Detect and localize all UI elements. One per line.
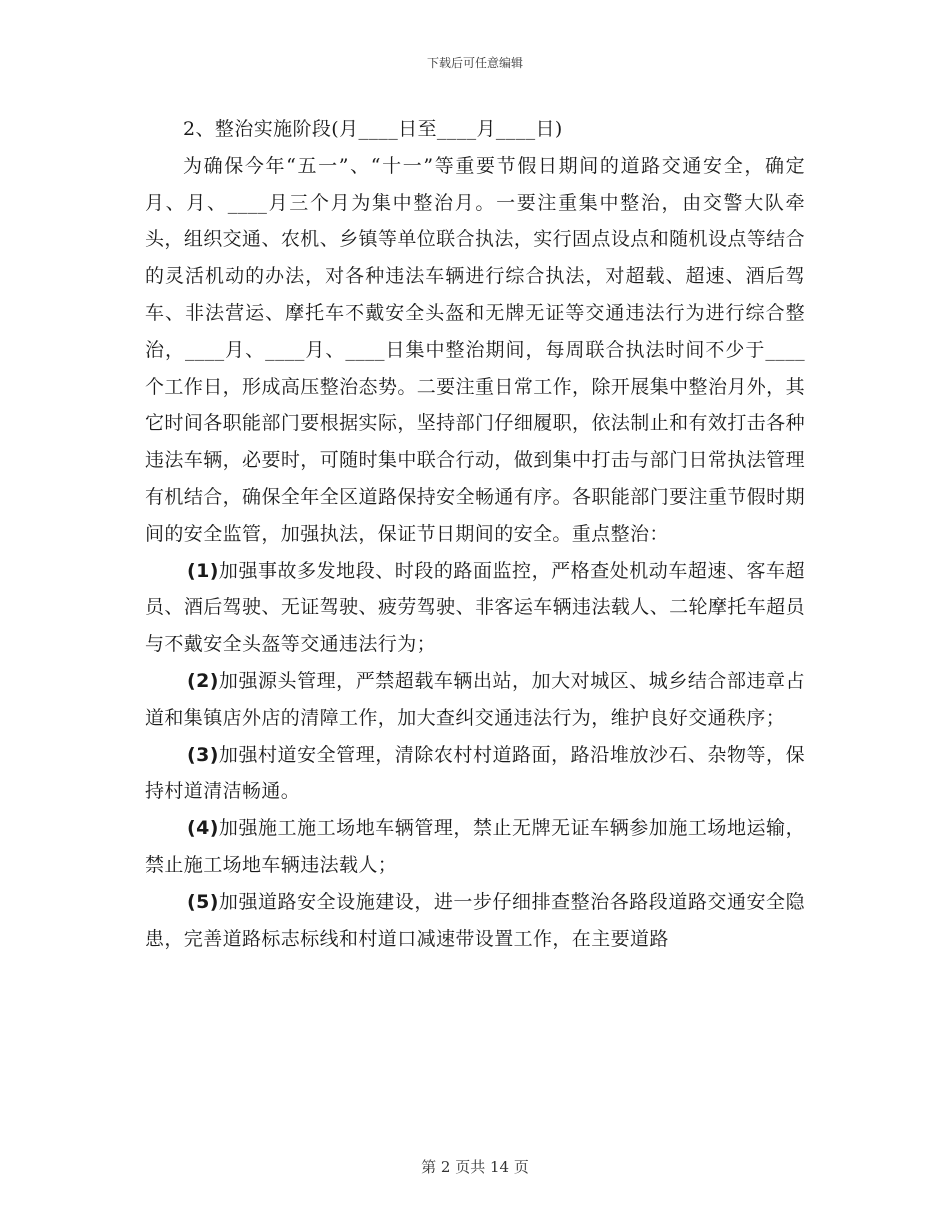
page-header-note: 下载后可任意编辑: [426, 56, 523, 70]
list-item-number: (5): [187, 890, 219, 913]
list-item-text: 加强道路安全设施建设，进一步仔细排查整治各路段道路交通安全隐患，完善道路标志标线和村道口减速带设置工作，在主要道路: [145, 890, 805, 950]
section-heading: 2、整治实施阶段(月____日至____月____日): [183, 118, 563, 140]
list-item-number: (2): [187, 669, 219, 692]
intro-paragraph: 为确保今年“五一”、“十一”等重要节假日期间的道路交通安全，确定月、月、____月三个月为集中整治月。一要注重集中整治，由交警大队牵头，组织交通、农机、乡镇等单位联合执法，实行固点设点和随机设点等结合的灵活机动的办法，对各种违法车辆进行综合执法，对超载、超速、酒后驾车、非法营运、摩托车不戴安全头盔和无牌无证等交通违法行为进行综合整治，____月、____月、____日集中整治期间，每周联合执法时间不少于____个工作日，形成高压整治态势。二要注重日常工作，除开展集中整治月外，其它时间各职能部门要根据实际，坚持部门仔细履职，依法制止和有效打击各种违法车辆，必要时，可随时集中联合行动，做到集中打击与部门日常执法管理有机结合，确保全年全区道路保持安全畅通有序。各职能部门要注重节假时期间的安全监管，加强执法，保证节日期间的安全。重点整治：: [145, 154, 805, 545]
list-item-number: (4): [187, 817, 219, 840]
list-item: [145, 663, 805, 737]
list-item-number: (3): [187, 743, 219, 766]
page-footer-pagination: 第 2 页共 14 页: [421, 1158, 529, 1176]
list-item-number: (1): [187, 559, 219, 582]
document-body: [145, 111, 805, 957]
list-item: [145, 810, 805, 884]
list-item: [145, 884, 805, 958]
list-item: [145, 553, 805, 663]
list-item-text: 加强事故多发地段、时段的路面监控，严格查处机动车超速、客车超员、酒后驾驶、无证驾驶、疲劳驾驶、非客运车辆违法载人、二轮摩托车超员与不戴安全头盔等交通违法行为；: [145, 559, 805, 656]
list-item-text: 加强源头管理，严禁超载车辆出站，加大对城区、城乡结合部违章占道和集镇店外店的清障工作，加大查纠交通违法行为，维护良好交通秩序；: [145, 669, 805, 729]
list-item-text: 加强施工施工场地车辆管理，禁止无牌无证车辆参加施工场地运输，禁止施工场地车辆违法载人；: [145, 817, 805, 876]
list-item-text: 加强村道安全管理，清除农村村道路面，路沿堆放沙石、杂物等，保持村道清洁畅通。: [145, 743, 805, 803]
list-item: [145, 737, 805, 811]
